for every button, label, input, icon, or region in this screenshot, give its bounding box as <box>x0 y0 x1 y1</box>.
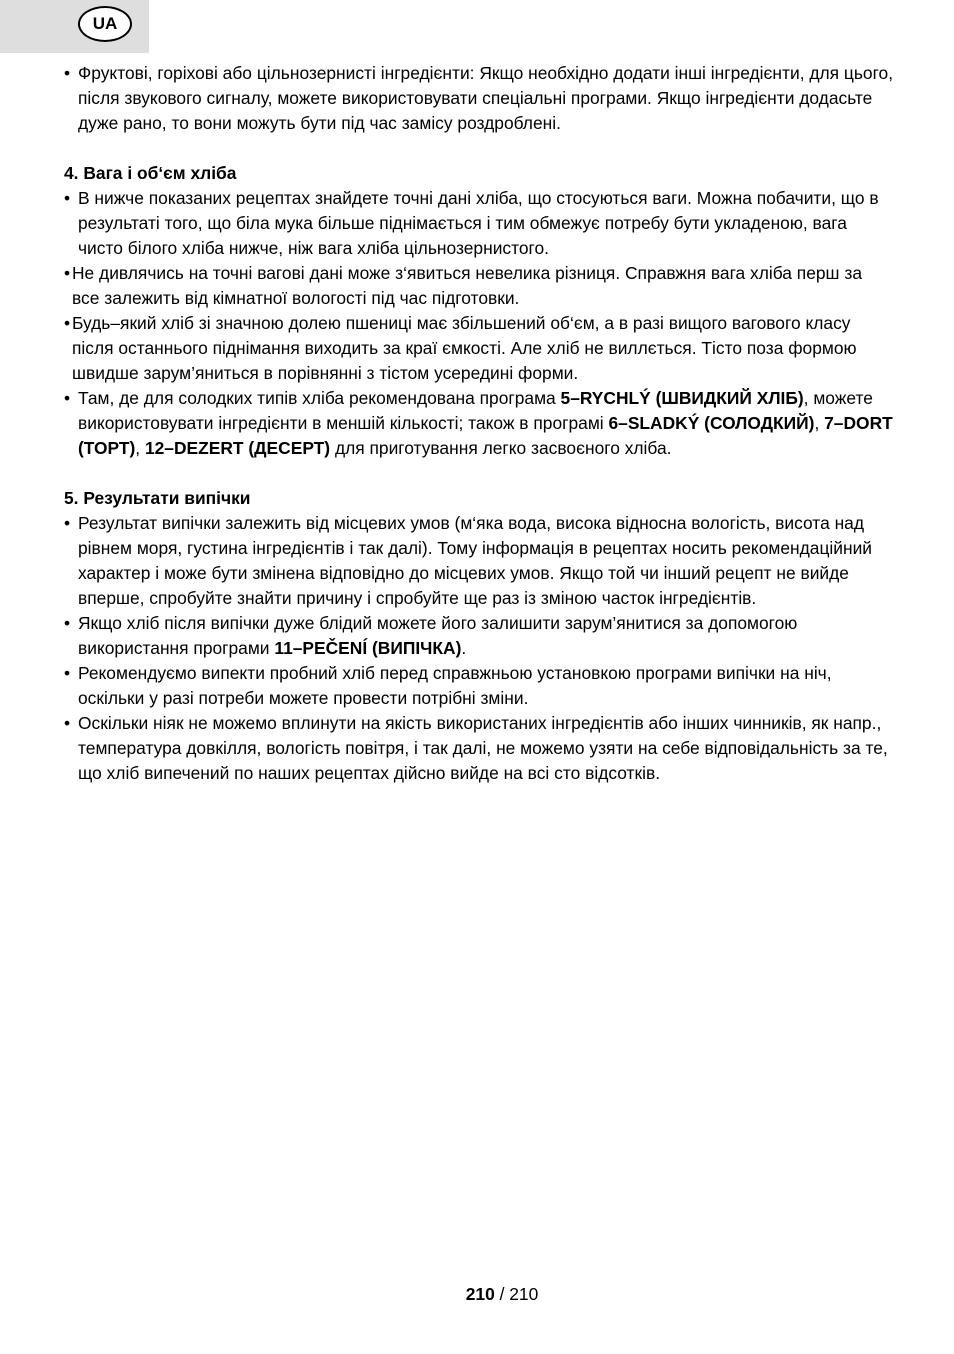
list-item-text: , <box>814 413 825 433</box>
list-item-text: Результат випічки залежить від місцевих умов (м‘яка вода, висока відносна вологість, висота над рівнем моря, густина інгредієнтів і так далі). Тому інформація в рецептах носить рекомендаційний характер і може бути змінена відповідно до місцевих умов. Якщо той чи інший рецепт не вийде вперше, спробуйте знайти причину і спробуйте ще раз із зміною часток інгредієнтів. <box>78 513 873 608</box>
list-item-text: , <box>135 438 145 458</box>
list-item <box>64 611 894 661</box>
program-name: 5–RYCHLÝ (ШВИДКИЙ ХЛІБ) <box>560 388 804 408</box>
list-item <box>64 661 894 711</box>
list-item-text: Оскільки ніяк не можемо вплинути на якість використаних інгредієнтів або інших чинників, як напр., температура довкілля, вологість повітря, і так далі, не можемо узяти на себе відповідальність за те, що хліб випечений по наших рецептах дійсно вийде на всі сто відсотків. <box>78 713 888 783</box>
list-item-text: Не дивлячись на точні вагові дані може з‘явиться невелика різниця. Справжня вага хліба перш за все залежить від кімнатної вологості під час підготовки. <box>72 263 862 308</box>
intro-text: Фруктові, горіхові або цільнозернисті інгредієнти: Якщо необхідно додати інші інгредієнти, для цього, після звукового сигналу, можете використовувати спеціальні програми. Якщо інгредієнти додасьте дуже рано, то вони можуть бути під час замісу роздроблені. <box>78 63 894 133</box>
current-page: 210 <box>465 1284 495 1304</box>
list-item-text: В нижче показаних рецептах знайдете точні дані хліба, що стосуються ваги. Можна побачити, що в результаті того, що біла мука більше піднімається і тим обмежує потребу бути укладеною, вага чисто білого хліба нижче, ніж вага хліба цільнозернистого. <box>78 188 879 258</box>
list-item <box>64 386 894 461</box>
program-name: 11–PEČENÍ (ВИПІЧКА) <box>274 638 462 658</box>
intro-list-item <box>64 61 894 136</box>
list-item-text: Там, де для солодких типів хліба рекомендована програма <box>78 388 561 408</box>
list-item-text: . <box>461 638 467 658</box>
bullet-icon: • <box>64 513 71 533</box>
bullet-icon: • <box>64 188 71 208</box>
page-separator: / <box>494 1284 510 1304</box>
list-item <box>64 186 894 261</box>
program-name: 7–DORT (ТОРТ) <box>78 413 893 458</box>
bullet-icon: • <box>64 663 71 683</box>
page-number <box>0 1282 954 1306</box>
language-badge: UA <box>78 6 132 42</box>
spacer <box>64 461 894 486</box>
program-name: 6–SLADKÝ (СОЛОДКИЙ) <box>608 413 815 433</box>
bullet-icon: • <box>64 263 71 283</box>
section-5-heading: 5. Результати випічки <box>64 488 251 508</box>
list-item-text: Якщо хліб після випічки дуже блідий можете його залишити зарум’янитися за допомогою використання програми <box>78 613 798 658</box>
bullet-icon: • <box>64 313 71 333</box>
list-item <box>64 711 894 786</box>
spacer <box>64 136 894 161</box>
list-item <box>64 311 894 386</box>
list-item-text: Рекомендуємо випекти пробний хліб перед справжньою установкою програми випічки на ніч, оскільки у разі потреби можете провести потрібні зміни. <box>78 663 832 708</box>
bullet-icon: • <box>64 713 71 733</box>
list-item-text: , можете використовувати інгредієнти в меншій кількості; також в програмі <box>78 388 873 433</box>
bullet-icon: • <box>64 613 71 633</box>
bullet-icon: • <box>64 388 71 408</box>
bullet-icon: • <box>64 63 71 83</box>
list-item-text: Будь–який хліб зі значною долею пшениці має збільшений об‘єм, а в разі вищого вагового класу після останнього піднімання виходить за краї ємкості. Але хліб не виллється. Тісто поза формою швидше зарум’яниться в порівнянні з тістом усередині форми. <box>72 313 857 383</box>
program-name: 12–DEZERT (ДЕСЕРТ) <box>144 438 331 458</box>
total-pages: 210 <box>509 1284 539 1304</box>
list-item <box>64 261 894 311</box>
list-item-text: для приготування легко засвоєного хліба. <box>330 438 672 458</box>
language-tab <box>0 0 149 53</box>
list-item <box>64 511 894 611</box>
document-body <box>64 61 894 786</box>
section-4-heading: 4. Вага і об‘єм хліба <box>64 163 237 183</box>
